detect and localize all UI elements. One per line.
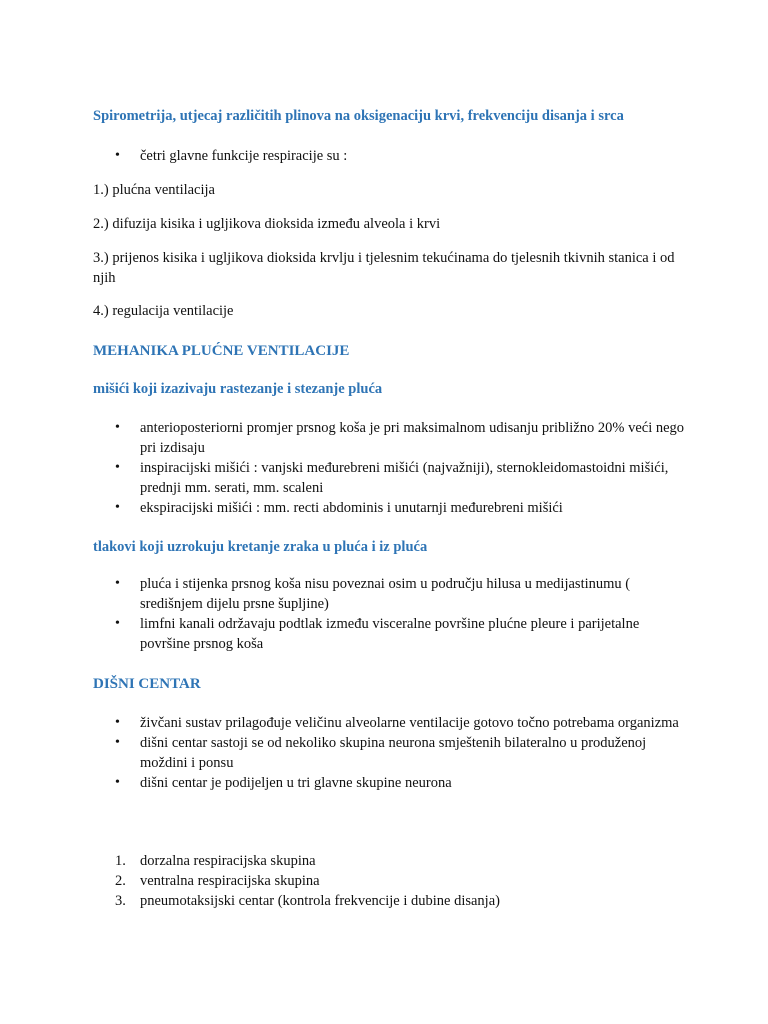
list-item-text: ekspiracijski mišići : mm. recti abdominis i unutarnji međurebreni mišići	[140, 500, 563, 516]
list-item	[0, 146, 688, 166]
bullet-icon: •	[115, 715, 120, 730]
list-item	[0, 713, 688, 733]
bullet-icon: •	[115, 576, 120, 591]
list-item	[0, 614, 688, 654]
list-item	[0, 851, 688, 871]
function-item: 3.) prijenos kisika i ugljikova dioksida krvlju i tjelesnim tekućinama do tjelesnih tkivnih stanica i od njih	[93, 250, 675, 286]
section-heading: MEHANIKA PLUĆNE VENTILACIJE	[93, 343, 350, 359]
list-item-text: pluća i stijenka prsnog koša nisu poveznai osim u području hilusa u medijastinumu ( središnjem dijelu prsne šupljine)	[140, 576, 631, 612]
bullet-icon: •	[115, 420, 120, 435]
bullet-icon: •	[115, 616, 120, 631]
list-item	[0, 574, 688, 614]
bullet-icon: •	[115, 735, 120, 750]
list-item	[0, 418, 688, 458]
list-item	[0, 891, 688, 911]
bullet-icon: •	[115, 148, 120, 163]
list-item	[0, 458, 688, 498]
list-number: 2.	[115, 873, 126, 889]
bullet-icon: •	[115, 775, 120, 790]
intro-list	[0, 146, 688, 166]
list-item	[0, 871, 688, 891]
section-heading: DIŠNI CENTAR	[93, 676, 201, 692]
list-item-text: dišni centar sastoji se od nekoliko skupina neurona smještenih bilateralno u produženoj moždini i ponsu	[140, 735, 647, 771]
list-number: 3.	[115, 893, 126, 909]
numbered-list	[0, 851, 688, 911]
bullet-list	[0, 574, 688, 654]
list-item-text: dorzalna respiracijska skupina	[140, 853, 316, 869]
list-item-text: pneumotaksijski centar (kontrola frekvencije i dubine disanja)	[140, 893, 500, 909]
list-item-text: četri glavne funkcije respiracije su :	[140, 148, 348, 164]
bullet-icon: •	[115, 460, 120, 475]
section-subheading: tlakovi koji uzrokuju kretanje zraka u pluća i iz pluća	[93, 539, 428, 555]
list-item-text: inspiracijski mišići : vanjski međurebreni mišići (najvažniji), sternokleidomastoidni mišići, prednji mm. serati, mm. scaleni	[140, 460, 669, 496]
bullet-list	[0, 713, 688, 793]
bullet-icon: •	[115, 500, 120, 515]
bullet-list	[0, 418, 688, 518]
list-item-text: ventralna respiracijska skupina	[140, 873, 320, 889]
list-item-text: anterioposteriorni promjer prsnog koša je pri maksimalnom udisanju približno 20% veći nego pri izdisaju	[140, 420, 685, 456]
list-item-text: limfni kanali održavaju podtlak između visceralne površine plućne pleure i parijetalne površine prsnog koša	[140, 616, 640, 652]
function-item: 2.) difuzija kisika i ugljikova dioksida između alveola i krvi	[93, 216, 441, 232]
function-item: 1.) plućna ventilacija	[93, 182, 215, 198]
list-item	[0, 733, 688, 773]
list-item-text: dišni centar je podijeljen u tri glavne skupine neurona	[140, 775, 452, 791]
list-number: 1.	[115, 853, 126, 869]
list-item	[0, 498, 688, 518]
document-title: Spirometrija, utjecaj različitih plinova na oksigenaciju krvi, frekvenciju disanja i srca	[93, 108, 624, 124]
function-item: 4.) regulacija ventilacije	[93, 303, 234, 319]
list-item	[0, 773, 688, 793]
list-item-text: živčani sustav prilagođuje veličinu alveolarne ventilacije gotovo točno potrebama organizma	[140, 715, 679, 731]
section-subheading: mišići koji izazivaju rastezanje i stezanje pluća	[93, 381, 383, 397]
